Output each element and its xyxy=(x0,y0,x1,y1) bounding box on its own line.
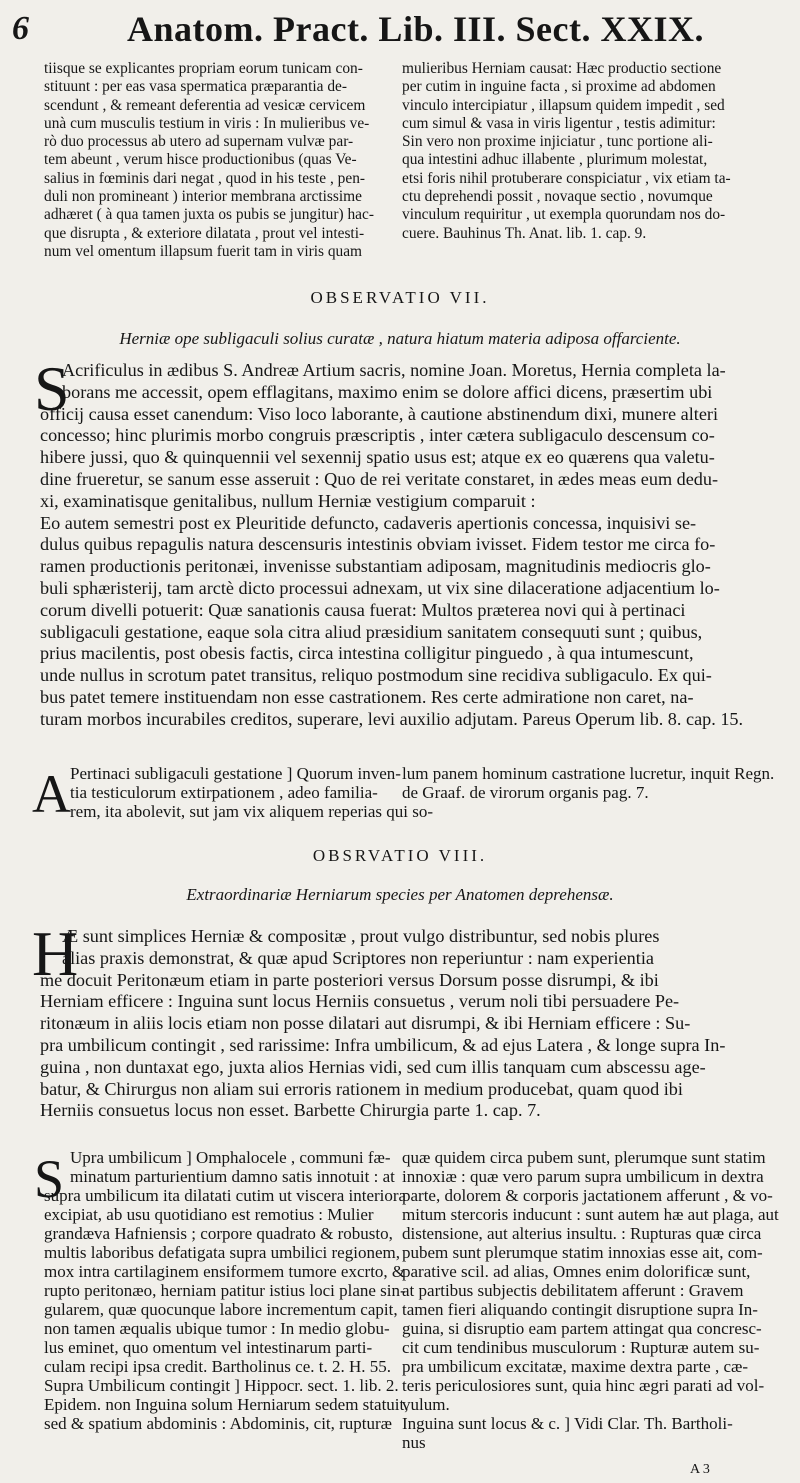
observation-8-drop-cap: H xyxy=(32,918,79,989)
text-line: tamen fieri aliquando contingit disruptione supra In- xyxy=(402,1300,758,1319)
text-line: rem, ita abolevit, sut jam vix aliquem reperias qui so- xyxy=(70,802,434,821)
text-line: cit cum tendinibus musculorum : Rupturæ autem su- xyxy=(402,1338,760,1357)
page-number: 6 xyxy=(12,10,29,47)
text-line: batur, & Chirurgus non aliam sui erroris rationem in medium producebat, quam quod ibi xyxy=(40,1078,683,1099)
text-line: mox intra cartilaginem ensiformem tumore excrto, & xyxy=(44,1262,406,1281)
observation-8-subtitle: Extraordinariæ Herniarum species per Anatomen deprehensæ. xyxy=(186,885,614,904)
text-line: me docuit Peritonæum etiam in parte posteriori versus Dorsum posse disrumpi, & ibi xyxy=(40,969,659,990)
text-line: Upra umbilicum ] Omphalocele , communi fæ- xyxy=(70,1148,391,1167)
text-line: quæ quidem circa pubem sunt, plerumque sunt statim xyxy=(402,1148,766,1167)
text-line: Herniam efficere : Inguina sunt locus Herniis consuetus , verum noli tibi persuadere Pe- xyxy=(40,991,680,1012)
intro-right-column xyxy=(402,60,774,243)
running-title: Anatom. Pract. Lib. III. Sect. XXIX. xyxy=(127,9,704,49)
text-line: borans me accessit, opem efflagitans, maximo enim se dolore affici dicens, præsertim ubi xyxy=(62,381,713,402)
text-line: xi, examinatisque genitalibus, nullum Herniæ vestigium comparuit : xyxy=(40,490,536,511)
text-line: ritonæum in aliis locis etiam non posse dilatari aut disrumpi, & ibi Herniam efficere : Su- xyxy=(40,1013,691,1034)
note-7-drop-cap: A xyxy=(32,764,71,824)
intro-left-column xyxy=(44,60,392,261)
text-line: duli non promineant ) interior membrana arctissime xyxy=(44,188,362,206)
note-8-drop-cap: S xyxy=(34,1149,65,1209)
observation-7-subtitle: Herniæ ope subligaculi solius curatæ , natura hiatum materia adiposa offarciente. xyxy=(119,329,681,348)
note-8-left xyxy=(44,1148,409,1433)
text-line: que disrupta , & exteriore dilatata , prout vel intesti- xyxy=(44,224,365,242)
text-line: distensione, aut alterius insultu. : Rupturas quæ circa xyxy=(402,1224,762,1243)
note-7-left xyxy=(70,764,434,821)
text-line: parative scil. ad alias, Omnes enim dolorificæ sunt, xyxy=(402,1262,751,1281)
text-line: teris periculosiores sunt, quia hinc ægri parati ad vol- xyxy=(402,1376,765,1395)
text-line: cuere. Bauhinus Th. Anat. lib. 1. cap. 9. xyxy=(402,224,647,242)
text-line: per cutim in inguine facta , si proxime ad abdomen xyxy=(402,78,716,96)
note-7-right xyxy=(402,764,774,802)
observation-7-drop-cap: S xyxy=(34,353,70,424)
text-line: Eo autem semestri post ex Pleuritide defuncto, cadaveris apertionis concessa, inquisivi se- xyxy=(40,512,697,533)
text-line: de Graaf. de virorum organis pag. 7. xyxy=(402,783,649,802)
text-line: pra umbilicum excitatæ, maxime dextra parte , cæ- xyxy=(402,1357,749,1376)
text-line: scendunt , & remeant deferentia ad vesicæ cervicem xyxy=(44,96,366,114)
signature-mark: A 3 xyxy=(690,1462,710,1477)
text-line: officij causa esset canendum: Viso loco laborante, à cautione abstinendum dixi, munere alteri xyxy=(40,403,719,424)
text-line: ramen productionis peritonæi, invenisse substantiam adiposam, magnitudinis mediocris glo- xyxy=(40,556,711,577)
text-line: Supra Umbilicum contingit ] Hippocr. sect. 1. lib. 2. xyxy=(44,1376,399,1395)
text-line: subligaculi gestatione, eaque sola citra aliud præsidium sanitatem consequuti sunt ; quibus, xyxy=(40,621,703,642)
text-line: nus xyxy=(402,1433,426,1452)
text-line: Pertinaci subligaculi gestatione ] Quorum inven- xyxy=(70,764,401,783)
text-line: vulum. xyxy=(402,1395,450,1414)
text-line: unde nullus in scrotum patet transitus, reliquo postmodum sine recidiva subligaculo. Ex qui- xyxy=(40,665,712,686)
text-line: lus eminet, quo omentum vel intestinarum parti- xyxy=(44,1338,373,1357)
text-line: Æ sunt simplices Herniæ & compositæ , prout vulgo distribuntur, sed nobis plures xyxy=(62,926,660,946)
text-line: cum simul & vasa in viris ligentur , testis adimitur: xyxy=(402,114,716,132)
text-line: dulus quibus repagulis natura descensuris intestinis obviam ivisset. Fidem testor me circa fo- xyxy=(40,534,716,555)
text-line: guina , non duntaxat ego, juxta alios Hernias vidi, sed cum illis tanquam cum abscessu age- xyxy=(40,1056,706,1077)
text-line: adhæret ( à qua tamen juxta os pubis se jungitur) hac- xyxy=(44,206,374,224)
text-line: rò duo processus ab utero ad supernam vulvæ par- xyxy=(44,133,354,151)
text-line: num vel omentum illapsum fuerit tam in viris quam xyxy=(44,242,363,260)
text-line: qua intestini adhuc illabente , plurimum molestat, xyxy=(402,151,708,169)
text-line: hibere jussi, quo & quinquennii vel sexennij spatio usus est; atque ex eo quærens qua valetu- xyxy=(40,447,715,468)
text-line: etsi foris nihil protuberare conspiciatur , vix etiam ta- xyxy=(402,169,731,187)
observation-7-heading: OBSERVATIO VII. xyxy=(310,288,490,307)
text-line: ctu deprehendi possit , novaque sectio , novumque xyxy=(402,188,713,206)
text-line: tia testiculorum extirpationem , adeo familia- xyxy=(70,783,378,802)
text-line: grandæva Hafniensis ; corpore quadrato & robusto, xyxy=(44,1224,393,1243)
text-line: Inguina sunt locus & c. ] Vidi Clar. Th. Bartholi- xyxy=(402,1414,733,1433)
text-line: corum divelli potuerit: Quæ sanationis causa fuerat: Multos præterea novi qui à pertinaci xyxy=(40,599,686,620)
observation-8-heading: OBSRVATIO VIII. xyxy=(312,846,488,865)
text-line: concesso; hinc plurimis morbo congruis præscriptis , inter cætera subligaculo descensum co- xyxy=(40,425,715,446)
text-line: multis laboribus defatigata supra umbilici regionem, xyxy=(44,1243,400,1262)
text-line: Acrificulus in ædibus S. Andreæ Artium sacris, nomine Joan. Moretus, Hernia completa la- xyxy=(62,360,726,380)
text-line: stituunt : per eas vasa spermatica præparantia de- xyxy=(44,78,347,96)
running-header xyxy=(12,6,792,52)
text-line: non tamen æqualis ubique tumor : In medio globu- xyxy=(44,1319,390,1338)
text-line: innoxiæ : quæ vero parum supra umbilicum in dextra xyxy=(402,1167,764,1186)
observation-8-body xyxy=(40,926,772,1122)
text-line: tem abeunt , verum hisce productionibus (quas Ve- xyxy=(44,151,357,169)
text-line: mitum stercoris inducunt : sunt autem hæ aut plaga, aut xyxy=(402,1205,779,1224)
text-line: culam recipi ipsa credit. Bartholinus ce. t. 2. H. 55. xyxy=(44,1357,391,1376)
text-line: Sin vero non proxime injiciatur , tunc portione ali- xyxy=(402,133,713,151)
text-line: parte, dolorem & corporis jactationem afferunt , & vo- xyxy=(402,1186,773,1205)
text-line: buli sphæristerij, tam arctè dicto processui adnexam, ut vix sine dilaceratione adjacentium lo- xyxy=(40,577,720,598)
text-line: rupto peritonæo, herniam patitur istius loci plane sin- xyxy=(44,1281,406,1300)
text-line: vinculo intercipiatur , illapsum quidem impedit , sed xyxy=(402,96,725,114)
text-line: unà cum musculis testium in viris : In mulieribus ve- xyxy=(44,114,370,132)
text-line: gularem, quæ quocunque labore incrementum capit, xyxy=(44,1300,398,1319)
text-line: pubem sunt plerumque statim innoxias esse ait, com- xyxy=(402,1243,763,1262)
text-line: excipiat, ab usu quotidiano est remotius : Mulier xyxy=(44,1205,374,1224)
text-line: tiisque se explicantes propriam eorum tunicam con- xyxy=(44,60,363,77)
text-line: lum panem hominum castratione lucretur, inquit Regn. xyxy=(402,764,775,783)
text-line: supra umbilicum ita dilatati cutim ut viscera interiora xyxy=(44,1186,407,1205)
text-line: bus patet temere instituendam non esse castrationem. Res certe admiratione non caret, na- xyxy=(40,686,694,707)
text-line: pra umbilicum contingit , sed rarissime: Infra umbilicum, & ad ejus Latera , & longe supra In- xyxy=(40,1034,726,1055)
text-line: guina, si disruptio eam partem attingat qua concresc- xyxy=(402,1319,762,1338)
text-line: dine frueretur, se sanum esse asseruit : Quo de rei veritate constaret, in ædes meas eum dedu- xyxy=(40,468,719,489)
text-line: Epidem. non Inguina solum Herniarum sedem statuit, xyxy=(44,1395,409,1414)
observation-7-body xyxy=(40,360,772,731)
text-line: at partibus subjectis debilitatem afferunt : Gravem xyxy=(402,1281,744,1300)
text-line: prius macilentis, post obesis factis, circa intestina colligitur pinguedo , à qua intumescunt, xyxy=(40,643,694,664)
text-line: Herniis consuetus locus non esset. Barbette Chirurgia parte 1. cap. 7. xyxy=(40,1100,541,1121)
text-line: vinculum requiritur , ut exempla quorundam nos do- xyxy=(402,206,726,224)
text-line: turam morbos incurabiles creditos, superare, levi auxilio adjutam. Pareus Operum lib. 8. cap. 15. xyxy=(40,708,744,729)
text-line: alias praxis demonstrat, & quæ apud Scriptores non reperiuntur : nam experientia xyxy=(62,947,654,968)
text-line: sed & spatium abdominis : Abdominis, cit, rupturæ xyxy=(44,1414,393,1433)
text-line: minatum parturientium damno satis innotuit : at xyxy=(70,1167,395,1186)
text-line: salius in fœminis dari negat , quod in his teste , pen- xyxy=(44,169,366,187)
text-line: mulieribus Herniam causat: Hæc productio sectione xyxy=(402,60,722,77)
note-8-right xyxy=(402,1148,779,1452)
